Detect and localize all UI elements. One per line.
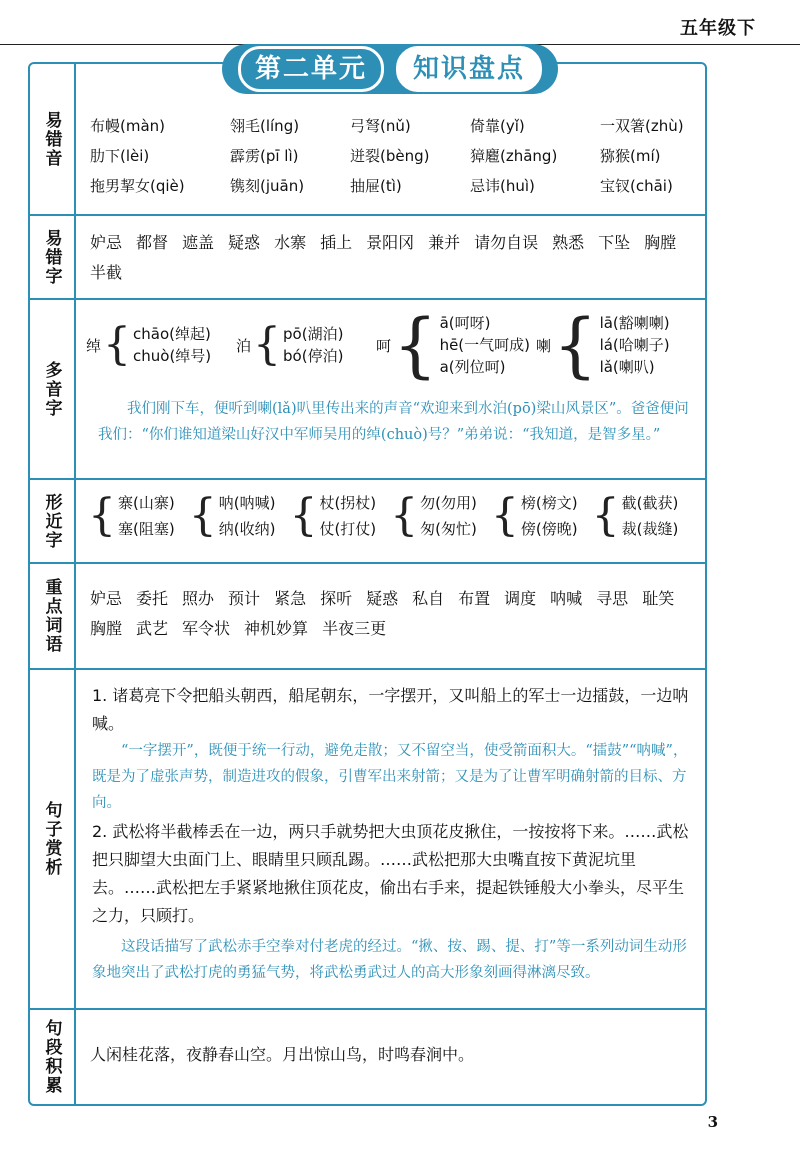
- brace: {: [188, 490, 217, 541]
- list-item: 插上: [320, 233, 353, 252]
- shape-group: [86, 490, 175, 542]
- list-item: 呐喊: [550, 589, 583, 608]
- list-item: 寻思: [596, 589, 629, 608]
- list-item: 忌讳(huì): [470, 177, 535, 195]
- section-characters: [30, 216, 705, 300]
- shape-word: 杖(拐杖): [319, 494, 377, 512]
- list-item: 下坠: [598, 233, 631, 252]
- section-label: 易错字: [30, 216, 76, 298]
- list-item: 妒忌: [90, 233, 123, 252]
- list-item: 耻笑: [642, 589, 675, 608]
- polyphone-reading: ā(呵呀): [439, 314, 491, 332]
- list-item: 抽屉(tì): [350, 177, 402, 195]
- list-item: 疑惑: [366, 589, 399, 608]
- list-item: 武艺: [136, 619, 169, 638]
- polyphone-reading: hē(一气呵成): [439, 336, 531, 354]
- shape-group: [388, 490, 477, 542]
- section-label: 句段积累: [30, 1010, 76, 1104]
- list-item: 翎毛(líng): [230, 117, 300, 135]
- brace: {: [103, 319, 132, 370]
- sentence-1: 1. 诸葛亮下令把船头朝西，船尾朝东，一字摆开，又叫船上的军士一边擂鼓，一边呐喊。: [92, 686, 689, 733]
- list-item: 獐麅(zhāng): [470, 147, 558, 165]
- polyphone-reading: a(列位呵): [439, 358, 506, 376]
- list-item: 照办: [182, 589, 215, 608]
- banner-unit: 第二单元: [238, 46, 384, 92]
- list-item: 神机妙算: [244, 619, 309, 638]
- section-label: 多音字: [30, 300, 76, 478]
- list-item: 胸膛: [90, 619, 123, 638]
- list-item: 请勿自误: [474, 233, 539, 252]
- list-item: 霹雳(pī lì): [230, 147, 299, 165]
- list-item: 熟悉: [552, 233, 585, 252]
- section-polyphones: [30, 300, 705, 480]
- vocabulary-list: [90, 584, 695, 644]
- list-item: 猕猴(mí): [600, 147, 661, 165]
- shape-word: 寨(山寨): [118, 494, 175, 512]
- shape-word: 裁(裁缝): [621, 520, 679, 538]
- analysis-2: 这段话描写了武松赤手空拳对付老虎的经过。“揪、按、踢、提、打”等一系列动词生动形象地突出了武松打虎的勇猛气势，将武松勇武过人的高大形象刻画得淋漓尽致。: [92, 939, 687, 981]
- unit-banner: [222, 44, 558, 94]
- list-item: 倚靠(yǐ): [470, 117, 525, 135]
- shape-groups: [86, 490, 695, 542]
- list-item: 迸裂(bèng): [350, 147, 430, 165]
- brace: {: [393, 304, 438, 386]
- polyphone-reading: pō(湖泊): [283, 325, 344, 343]
- list-item: 疑惑: [228, 233, 261, 252]
- list-item: 探听: [320, 589, 353, 608]
- polyphone-group: [376, 306, 530, 384]
- list-item: 遮盖: [182, 233, 215, 252]
- shape-word: 匆(匆忙): [420, 520, 477, 538]
- list-item: 半夜三更: [322, 619, 387, 638]
- page-number: 3: [707, 1113, 718, 1131]
- brace: {: [553, 304, 598, 386]
- list-item: 镌刻(juān): [230, 177, 305, 195]
- brace: {: [289, 490, 318, 541]
- list-item: 兼并: [428, 233, 461, 252]
- shape-word: 纳(收纳): [218, 520, 276, 538]
- shape-group: [590, 490, 679, 542]
- list-item: 调度: [504, 589, 537, 608]
- pronunciation-list: [90, 114, 720, 198]
- characters-list: [90, 228, 695, 288]
- list-item: 布置: [458, 589, 491, 608]
- polyphone-reading: bó(停泊): [283, 347, 344, 365]
- brace: {: [490, 490, 519, 541]
- list-item: 一双箸(zhù): [600, 117, 684, 135]
- polyphone-group: [536, 306, 670, 384]
- list-item: 预计: [228, 589, 261, 608]
- polyphone-char: 泊: [236, 336, 252, 355]
- shape-word: 塞(阻塞): [118, 520, 175, 538]
- shape-group: [489, 490, 578, 542]
- polyphone-reading: chāo(绰起): [133, 325, 211, 343]
- knowledge-sheet: [28, 62, 707, 1106]
- list-item: 私自: [412, 589, 445, 608]
- grade-label: 五年级下: [680, 18, 756, 39]
- polyphone-group: [86, 306, 211, 384]
- list-item: 半截: [90, 263, 123, 282]
- brace: {: [88, 490, 116, 541]
- section-vocabulary: [30, 564, 705, 670]
- shape-word: 截(截获): [621, 494, 679, 512]
- list-item: 都督: [136, 233, 169, 252]
- shape-group: [287, 490, 376, 542]
- list-item: 布幔(màn): [90, 117, 166, 135]
- brace: {: [390, 490, 419, 541]
- brace: {: [253, 319, 282, 370]
- polyphone-char: 绰: [86, 336, 102, 355]
- polyphone-reading: lā(豁喇喇): [599, 314, 670, 332]
- list-item: 宝钗(chāi): [600, 177, 673, 195]
- section-label: 易错音: [30, 64, 76, 214]
- list-item: 水寨: [274, 233, 307, 252]
- analysis-1: “一字摆开”，既便于统一行动，避免走散；又不留空当，使受箭面积大。“擂鼓”“呐喊”，既是为了虚张声势，制造进攻的假象，引曹军出来射箭；又是为了让曹军明确射箭的目标、方向。: [92, 743, 688, 811]
- list-item: 拖男挈女(qiè): [90, 177, 185, 195]
- shape-group: [187, 490, 276, 542]
- section-label: 重点词语: [30, 564, 76, 668]
- shape-word: 勿(勿用): [420, 494, 477, 512]
- polyphone-char: 喇: [536, 336, 552, 355]
- section-sentences: [30, 670, 705, 1010]
- polyphone-reading: lá(哈喇子): [599, 336, 670, 354]
- section-shapes: [30, 480, 705, 564]
- section-accumulation: [30, 1010, 705, 1104]
- list-item: 肋下(lèi): [90, 147, 150, 165]
- list-item: 妒忌: [90, 589, 123, 608]
- section-label: 句子赏析: [30, 670, 76, 1008]
- polyphone-reading: lǎ(喇叭): [599, 358, 655, 376]
- list-item: 胸膛: [644, 233, 677, 252]
- brace: {: [591, 490, 620, 541]
- banner-title: 知识盘点: [396, 46, 542, 92]
- sentence-2: 2. 武松将半截棒丢在一边，两只手就势把大虫顶花皮揪住，一按按将下来。……武松把只脚望大虫面门上、眼睛里只顾乱踢。……武松把那大虫嘴直按下黄泥坑里去。……武松把左手紧紧地揪住顶花皮，偷出右手来，提起铁锤般大小拳头，尽平生之力，只顾打。: [92, 822, 689, 925]
- shape-word: 呐(呐喊): [218, 494, 276, 512]
- list-item: 弓弩(nǔ): [350, 117, 411, 135]
- shape-word: 傍(傍晚): [520, 520, 578, 538]
- sentence-analysis: [92, 682, 691, 986]
- list-item: 紧急: [274, 589, 307, 608]
- list-item: 景阳冈: [366, 233, 415, 252]
- polyphone-groups: [86, 306, 695, 384]
- polyphone-char: 呵: [376, 336, 392, 355]
- section-label: 形近字: [30, 480, 76, 562]
- shape-word: 榜(榜文): [520, 494, 578, 512]
- list-item: 委托: [136, 589, 169, 608]
- shape-word: 仗(打仗): [319, 520, 377, 538]
- accumulation-text: 人闲桂花落，夜静春山空。月出惊山鸟，时鸣春涧中。: [90, 1045, 475, 1064]
- list-item: 军令状: [182, 619, 231, 638]
- polyphone-example: 我们刚下车，便听到喇(lǎ)叭里传出来的声音“欢迎来到水泊(pō)梁山风景区”。爸爸便问我们：“你们谁知道梁山好汉中军师吴用的绰(chuò)号？”弟弟说：“我知道，是智多星。”: [98, 401, 689, 443]
- polyphone-group: [236, 306, 343, 384]
- polyphone-reading: chuò(绰号): [133, 347, 212, 365]
